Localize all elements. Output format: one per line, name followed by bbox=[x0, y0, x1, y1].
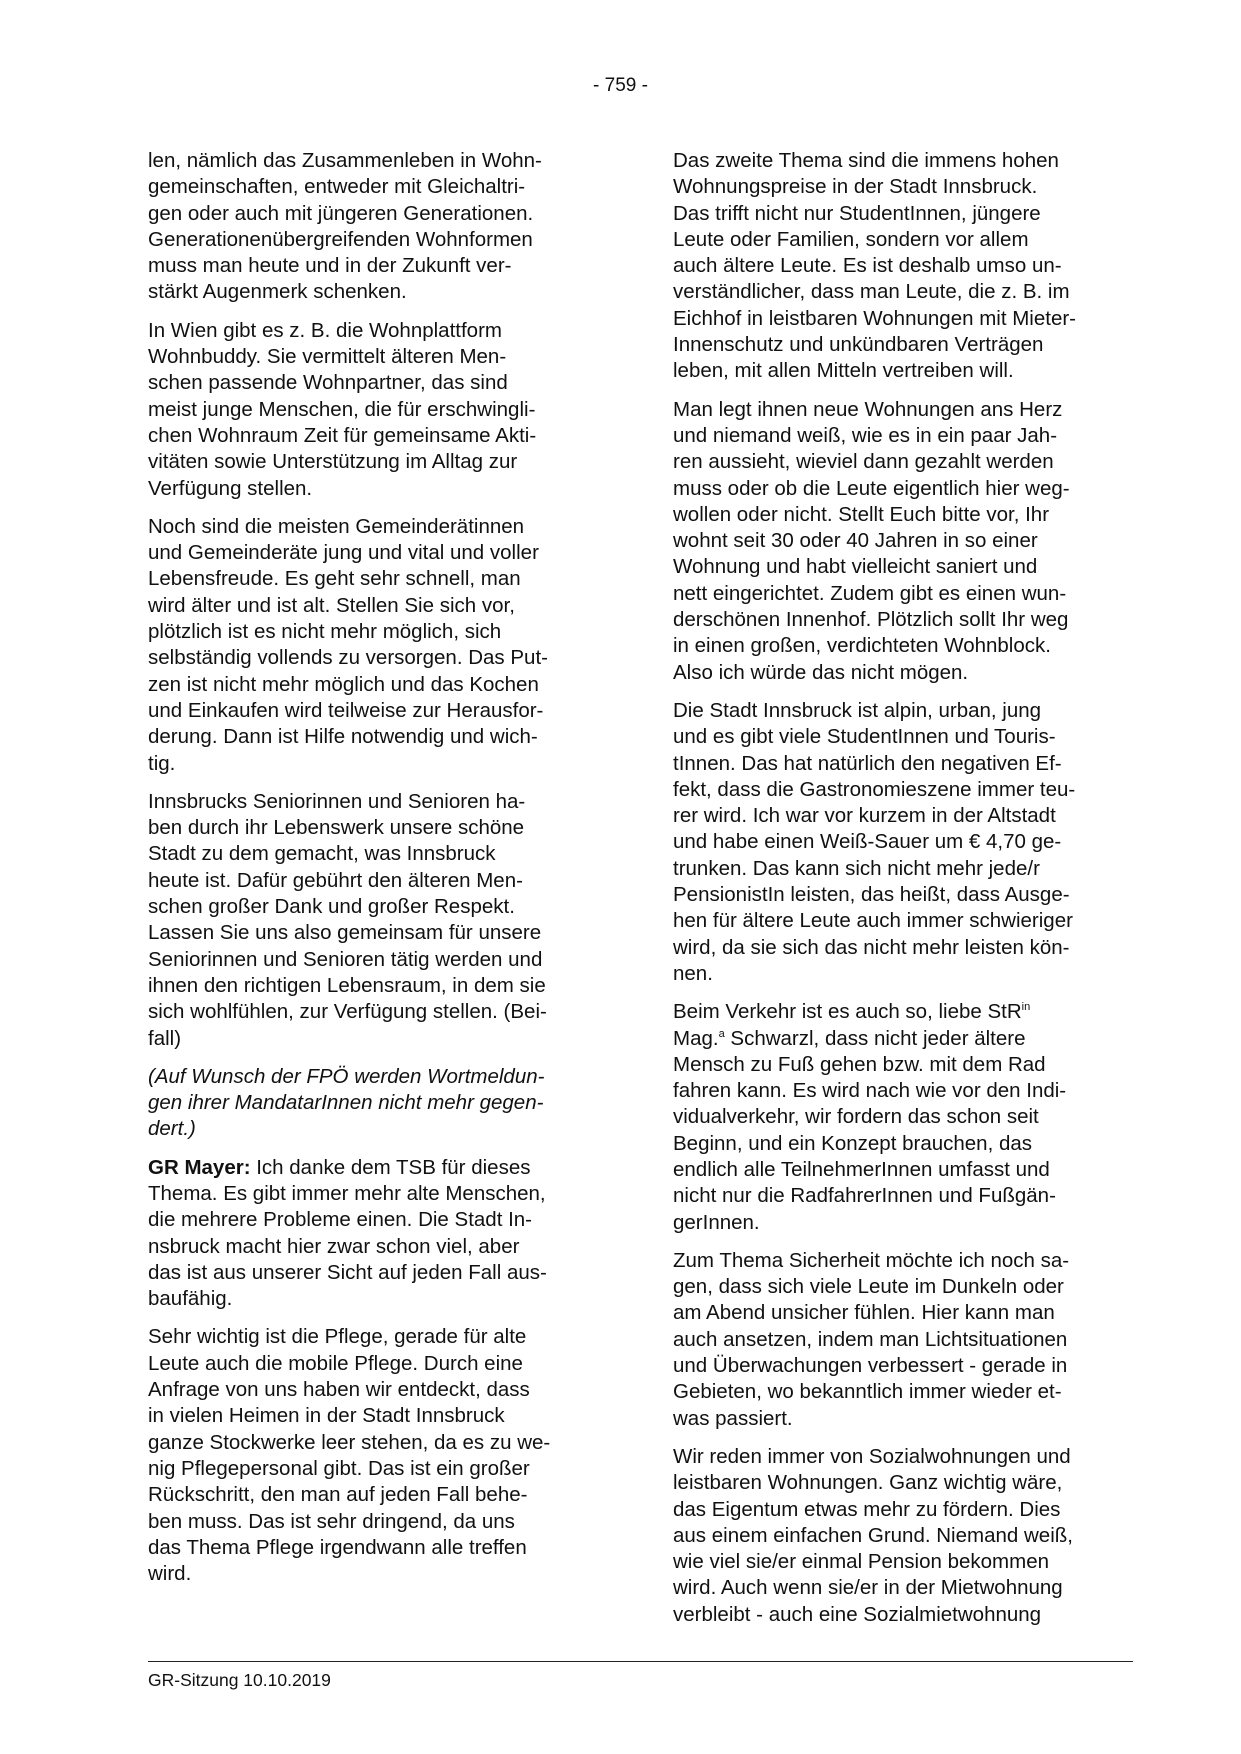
paragraph bbox=[148, 514, 608, 777]
text-line: len, nämlich das Zusammenleben in Wohn- bbox=[148, 149, 542, 172]
text-line: das Thema Pflege irgendwann alle treffen bbox=[148, 1535, 527, 1559]
text-line: schen passende Wohnpartner, das sind bbox=[148, 371, 508, 395]
text-line: auch ansetzen, indem man Lichtsituationen bbox=[673, 1327, 1068, 1351]
text-line: in einen großen, verdichteten Wohnblock. bbox=[673, 634, 1051, 658]
text-line: Beginn, und ein Konzept brauchen, das bbox=[673, 1131, 1033, 1155]
text-line: Innenschutz und unkündbaren Verträgen bbox=[673, 333, 1044, 357]
text-line: nicht nur die RadfahrerInnen und Fußgän- bbox=[673, 1184, 1056, 1208]
text-line: Thema. Es gibt immer mehr alte Menschen, bbox=[148, 1181, 546, 1205]
right-column bbox=[673, 148, 1133, 1640]
text-line: nett eingerichtet. Zudem gibt es einen wun- bbox=[673, 581, 1067, 605]
paragraph bbox=[148, 789, 608, 1052]
text-line: Noch sind die meisten Gemeinderätinnen bbox=[148, 514, 525, 538]
text-line: plötzlich ist es nicht mehr möglich, sich bbox=[148, 620, 502, 644]
text-line: Also ich würde das nicht mögen. bbox=[673, 660, 969, 684]
text-line: ben durch ihr Lebenswerk unsere schöne bbox=[148, 816, 525, 840]
text-line: gen oder auch mit jüngeren Generationen. bbox=[148, 201, 534, 225]
text-line: tInnen. Das hat natürlich den negativen Ef- bbox=[673, 751, 1062, 775]
paragraph bbox=[673, 1248, 1133, 1432]
text-line: gen ihrer MandatarInnen nicht mehr gegen- bbox=[148, 1091, 544, 1115]
text-line: fekt, dass die Gastronomieszene immer teu- bbox=[673, 777, 1076, 801]
text-line: und Einkaufen wird teilweise zur Herausfor- bbox=[148, 698, 544, 722]
text-line: Man legt ihnen neue Wohnungen ans Herz bbox=[673, 397, 1063, 421]
text-line: Die Stadt Innsbruck ist alpin, urban, jung bbox=[673, 698, 1042, 722]
footer-session-date: GR-Sitzung 10.10.2019 bbox=[148, 1670, 331, 1690]
text-line: Wir reden immer von Sozialwohnungen und bbox=[673, 1444, 1071, 1468]
text-line: gerInnen. bbox=[673, 1210, 760, 1234]
text-line: vidualverkehr, wir fordern das schon seit bbox=[673, 1105, 1039, 1129]
text-line: Gebieten, wo bekanntlich immer wieder et- bbox=[673, 1380, 1062, 1404]
text-line: leben, mit allen Mitteln vertreiben will. bbox=[673, 359, 1014, 383]
text-line: aus einem einfachen Grund. Niemand weiß, bbox=[673, 1523, 1073, 1547]
speaker-name: GR Mayer: bbox=[148, 1155, 251, 1179]
text-line: am Abend unsicher fühlen. Hier kann man bbox=[673, 1301, 1055, 1325]
paragraph bbox=[673, 999, 1133, 1236]
text-line: rer wird. Ich war vor kurzem in der Altstadt bbox=[673, 804, 1056, 828]
text-line: Lassen Sie uns also gemeinsam für unsere bbox=[148, 921, 542, 945]
text-line: und habe einen Weiß-Sauer um € 4,70 ge- bbox=[673, 830, 1062, 854]
text-line: fall) bbox=[148, 1026, 182, 1050]
text-line: Mensch zu Fuß gehen bzw. mit dem Rad bbox=[673, 1052, 1046, 1076]
text-line: wohnt seit 30 oder 40 Jahren in so einer bbox=[673, 529, 1038, 553]
text-line: ihnen den richtigen Lebensraum, in dem sie bbox=[148, 973, 546, 997]
text-line: wie viel sie/er einmal Pension bekommen bbox=[673, 1550, 1050, 1574]
text-line: wird älter und ist alt. Stellen Sie sich vor, bbox=[148, 593, 515, 617]
text-line: wird. bbox=[148, 1562, 192, 1586]
text-line: Stadt zu dem gemacht, was Innsbruck bbox=[148, 842, 496, 866]
text-line: Sehr wichtig ist die Pflege, gerade für alte bbox=[148, 1325, 527, 1349]
text-line: leistbaren Wohnungen. Ganz wichtig wäre, bbox=[673, 1471, 1063, 1495]
text-line: Das zweite Thema sind die immens hohen bbox=[673, 149, 1059, 172]
superscript: in bbox=[1021, 1001, 1031, 1014]
text-line: Seniorinnen und Senioren tätig werden und bbox=[148, 947, 543, 971]
text-line: gemeinschaften, entweder mit Gleichaltri- bbox=[148, 175, 526, 199]
text-line: schen großer Dank und großer Respekt. bbox=[148, 895, 515, 919]
text-line: Leute oder Familien, sondern vor allem bbox=[673, 227, 1029, 251]
superscript: a bbox=[718, 1027, 725, 1040]
text-line: sich wohlfühlen, zur Verfügung stellen. (Bei- bbox=[148, 1000, 547, 1024]
text-line: selbständig vollends zu versorgen. Das Put- bbox=[148, 646, 548, 670]
text-line: hen für ältere Leute auch immer schwieriger bbox=[673, 909, 1073, 933]
text-line: zen ist nicht mehr möglich und das Kochen bbox=[148, 672, 539, 696]
text-line: und es gibt viele StudentInnen und Touris- bbox=[673, 725, 1056, 749]
text-line: das Eigentum etwas mehr zu fördern. Dies bbox=[673, 1497, 1061, 1521]
text-line: auch ältere Leute. Es ist deshalb umso un- bbox=[673, 254, 1062, 278]
paragraph bbox=[673, 698, 1133, 987]
paragraph bbox=[673, 397, 1133, 686]
text-line: vitäten sowie Unterstützung im Alltag zur bbox=[148, 450, 518, 474]
text-line: Das trifft nicht nur StudentInnen, jüngere bbox=[673, 201, 1041, 225]
procedural-note bbox=[148, 1064, 608, 1143]
text-run: Schwarzl, dass nicht jeder ältere bbox=[724, 1026, 1026, 1050]
text-line: fahren kann. Es wird nach wie vor den Indi- bbox=[673, 1079, 1067, 1103]
text-line: Leute auch die mobile Pflege. Durch eine bbox=[148, 1351, 523, 1375]
text-line: verbleibt - auch eine Sozialmietwohnung bbox=[673, 1602, 1042, 1626]
page-number: - 759 - bbox=[593, 75, 648, 96]
text-line: Wohnbuddy. Sie vermittelt älteren Men- bbox=[148, 345, 507, 369]
text-line: Lebensfreude. Es geht sehr schnell, man bbox=[148, 567, 521, 591]
text-line: Wohnung und habt vielleicht saniert und bbox=[673, 555, 1038, 579]
text-line: ren aussieht, wieviel dann gezahlt werden bbox=[673, 450, 1054, 474]
text-line: Rückschritt, den man auf jeden Fall behe- bbox=[148, 1483, 528, 1507]
footer-divider bbox=[148, 1661, 1133, 1662]
text-line: nsbruck macht hier zwar schon viel, aber bbox=[148, 1234, 520, 1258]
text-line: ganze Stockwerke leer stehen, da es zu we- bbox=[148, 1430, 551, 1454]
text-line: was passiert. bbox=[673, 1406, 793, 1430]
text-line: meist junge Menschen, die für erschwingli- bbox=[148, 397, 536, 421]
text-line: trunken. Das kann sich nicht mehr jede/r bbox=[673, 856, 1040, 880]
text-line: muss oder ob die Leute eigentlich hier weg- bbox=[673, 476, 1070, 500]
text-line: das ist aus unserer Sicht auf jeden Fall aus- bbox=[148, 1260, 547, 1284]
text-line: Wohnungspreise in der Stadt Innsbruck. bbox=[673, 175, 1038, 199]
text-run: Beim Verkehr ist es auch so, liebe StR bbox=[673, 1000, 1022, 1024]
text-line: (Auf Wunsch der FPÖ werden Wortmeldun- bbox=[148, 1064, 545, 1088]
text-line: Eichhof in leistbaren Wohnungen mit Mieter- bbox=[673, 306, 1076, 330]
text-line: derung. Dann ist Hilfe notwendig und wich- bbox=[148, 725, 538, 749]
text-line: die mehrere Probleme einen. Die Stadt In- bbox=[148, 1208, 533, 1232]
text-line: wird. Auch wenn sie/er in der Mietwohnung bbox=[673, 1576, 1063, 1600]
text-line: wollen oder nicht. Stellt Euch bitte vor, Ihr bbox=[673, 502, 1050, 526]
text-line: gen, dass sich viele Leute im Dunkeln oder bbox=[673, 1275, 1064, 1299]
text-line: In Wien gibt es z. B. die Wohnplattform bbox=[148, 318, 502, 342]
paragraph bbox=[673, 1444, 1133, 1628]
text-line: derschönen Innenhof. Plötzlich sollt Ihr weg bbox=[673, 608, 1069, 632]
left-column bbox=[148, 148, 608, 1599]
text-line: und Gemeinderäte jung und vital und voller bbox=[148, 541, 539, 565]
text-line: Verfügung stellen. bbox=[148, 476, 313, 500]
text-line: dert.) bbox=[148, 1117, 196, 1141]
paragraph bbox=[148, 318, 608, 502]
text-line: endlich alle TeilnehmerInnen umfasst und bbox=[673, 1157, 1050, 1181]
text-line: Generationenübergreifenden Wohnformen bbox=[148, 227, 533, 251]
text-line: nig Pflegepersonal gibt. Das ist ein großer bbox=[148, 1456, 530, 1480]
text-run: Mag. bbox=[673, 1026, 719, 1050]
text-line: heute ist. Dafür gebührt den älteren Men- bbox=[148, 868, 523, 892]
text-line: PensionistIn leisten, das heißt, dass Ausge- bbox=[673, 883, 1070, 907]
text-line: in vielen Heimen in der Stadt Innsbruck bbox=[148, 1404, 505, 1428]
text-line: ben muss. Das ist sehr dringend, da uns bbox=[148, 1509, 515, 1533]
paragraph bbox=[148, 148, 608, 306]
paragraph bbox=[148, 1324, 608, 1587]
text-line: baufähig. bbox=[148, 1287, 233, 1311]
text-line: tig. bbox=[148, 751, 176, 775]
text-line: nen. bbox=[673, 961, 713, 985]
text-line: und niemand weiß, wie es in ein paar Jah- bbox=[673, 423, 1058, 447]
text-line: Innsbrucks Seniorinnen und Senioren ha- bbox=[148, 789, 526, 813]
text-line: Anfrage von uns haben wir entdeckt, dass bbox=[148, 1378, 530, 1402]
text-line: Zum Thema Sicherheit möchte ich noch sa- bbox=[673, 1248, 1070, 1272]
text-line: muss man heute und in der Zukunft ver- bbox=[148, 254, 512, 278]
text-line: stärkt Augenmerk schenken. bbox=[148, 280, 407, 304]
text-line: wird, da sie sich das nicht mehr leisten kön- bbox=[673, 935, 1070, 959]
text-line: und Überwachungen verbessert - gerade in bbox=[673, 1354, 1068, 1378]
speaker-paragraph bbox=[148, 1155, 608, 1313]
text-line: verständlicher, dass man Leute, die z. B. im bbox=[673, 280, 1070, 304]
text-line: chen Wohnraum Zeit für gemeinsame Akti- bbox=[148, 423, 537, 447]
paragraph bbox=[673, 148, 1133, 385]
speaker-text: Ich danke dem TSB für dieses bbox=[250, 1155, 531, 1179]
